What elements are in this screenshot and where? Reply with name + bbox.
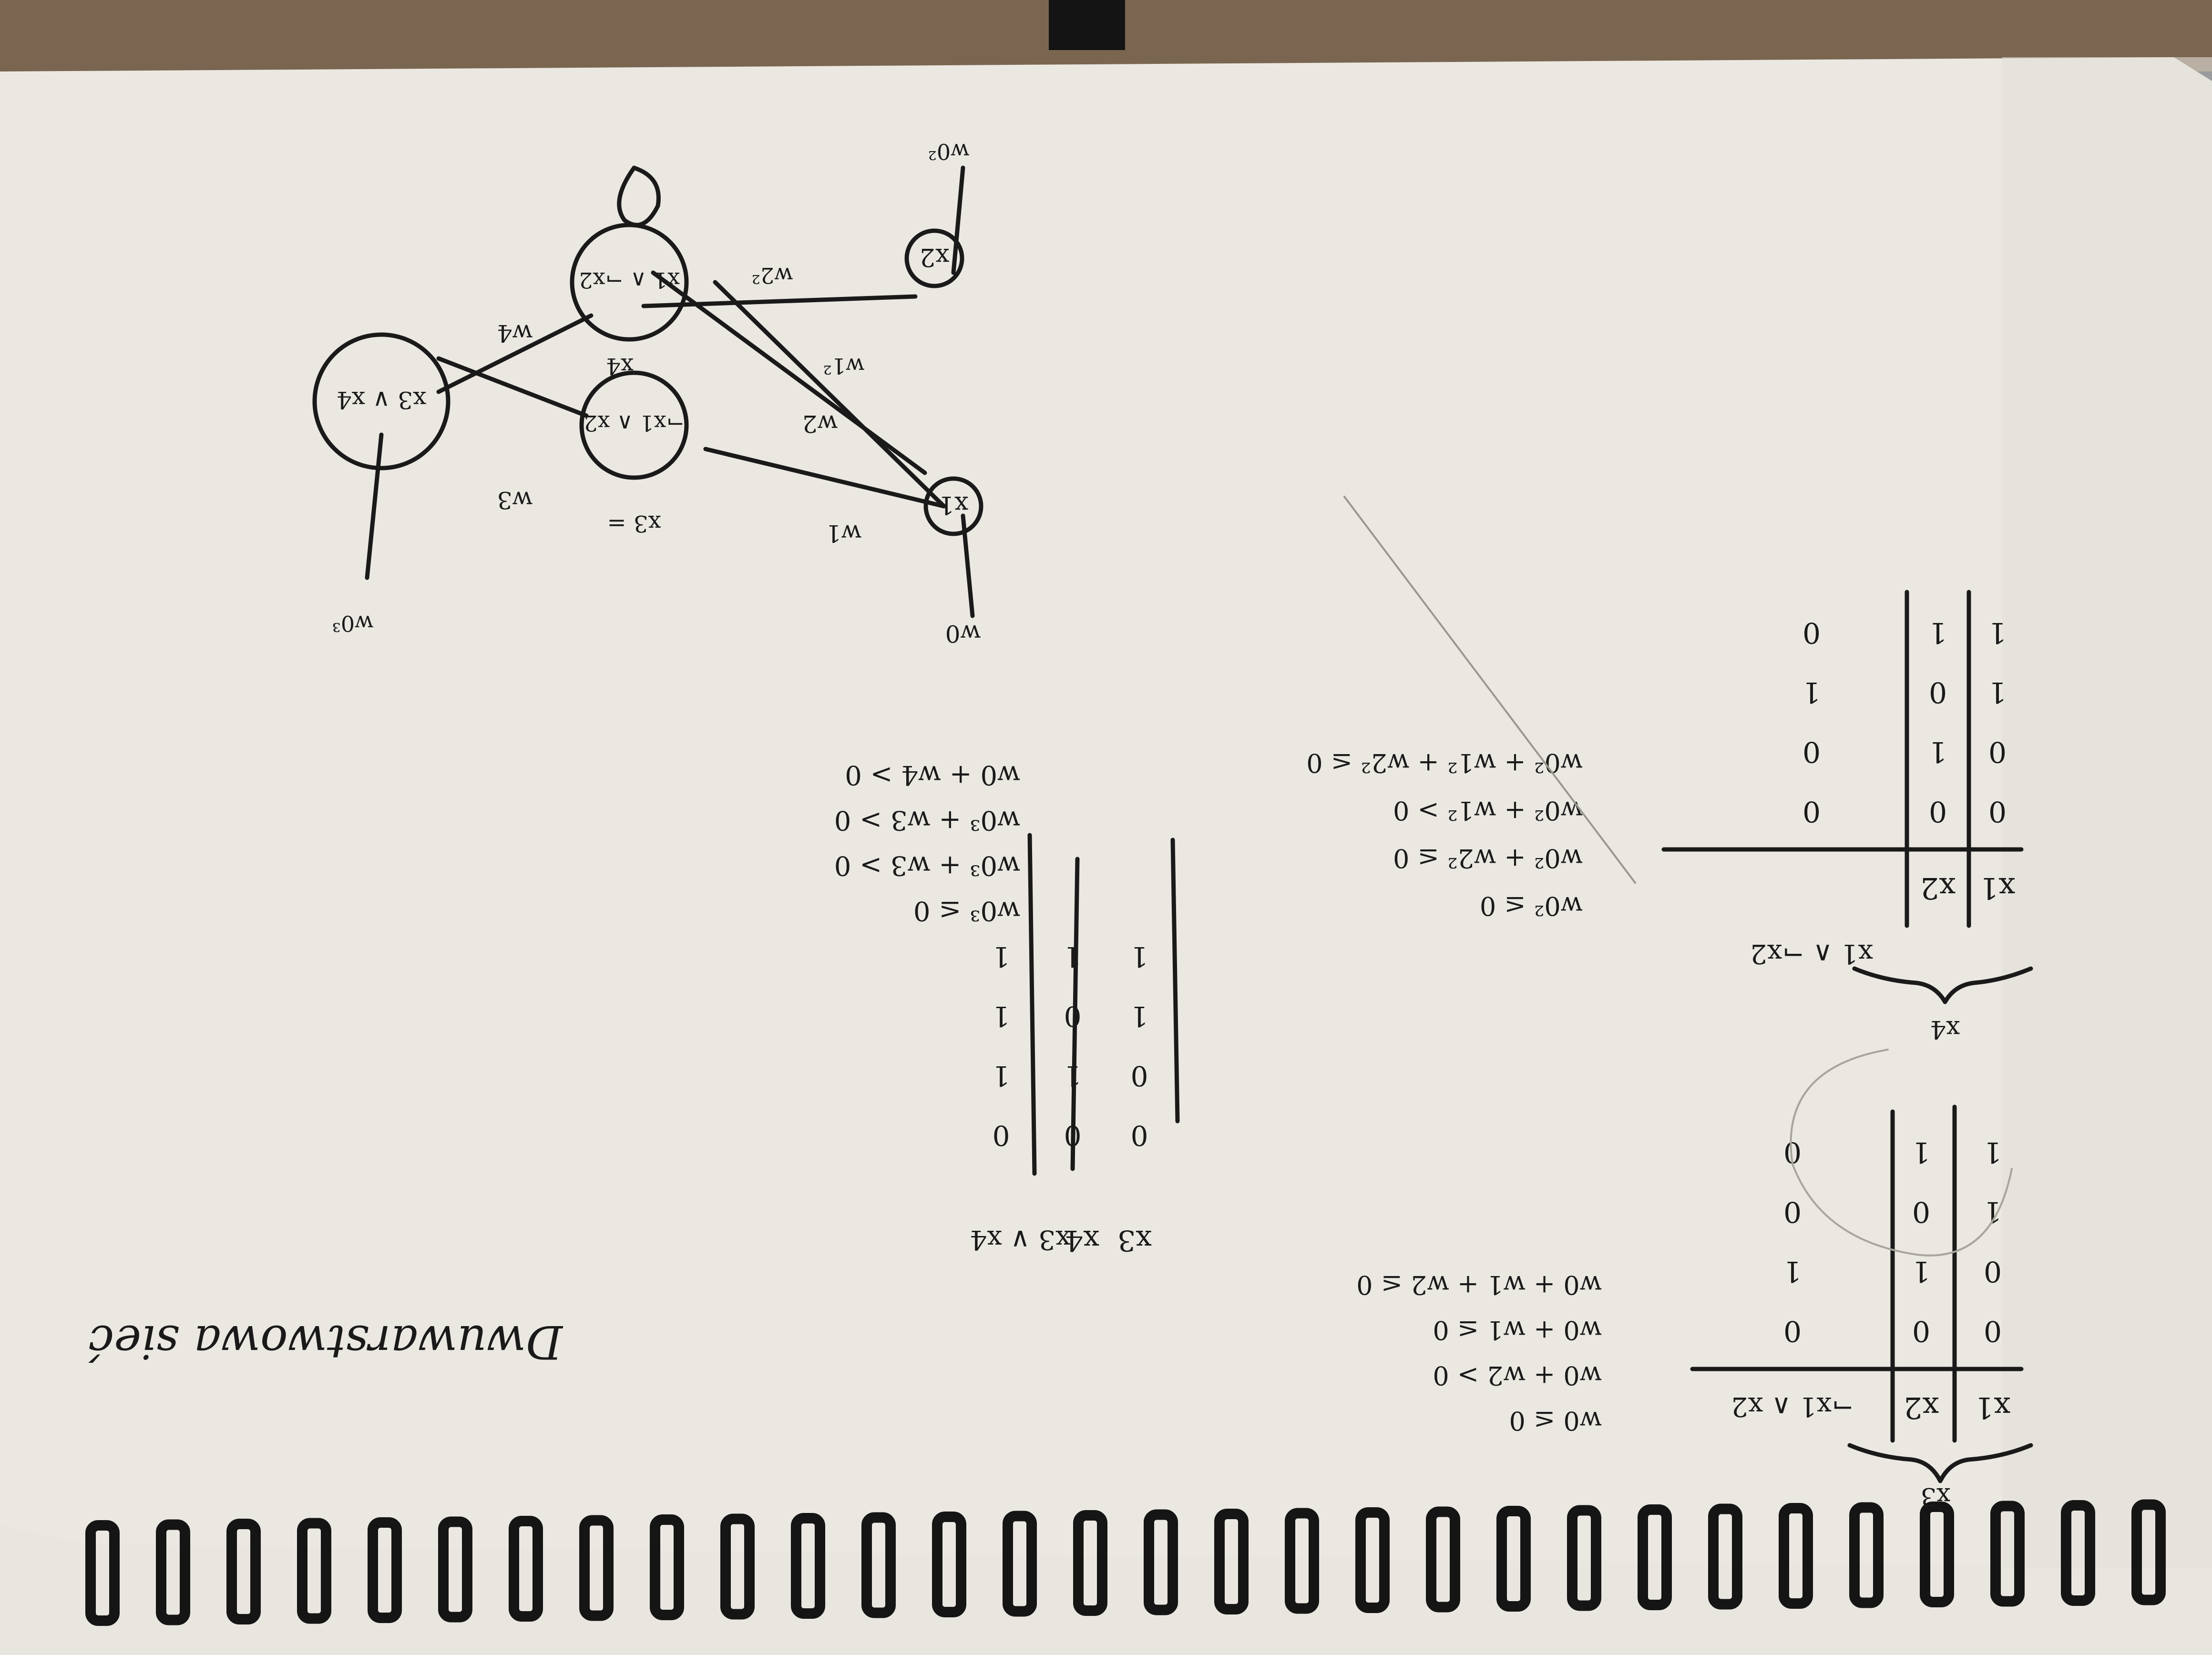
- table-x3-cell: 1: [1983, 1135, 2002, 1169]
- inequality-x3: w0 + w2 > 0: [1433, 1360, 1602, 1390]
- table-x3-cell: 0: [1983, 1255, 2002, 1288]
- table-or-cell: 1: [1064, 940, 1082, 973]
- table-x3-cell: 1: [1983, 1195, 2002, 1228]
- table-x4-cell: 1: [1928, 735, 1947, 768]
- node-n1-label: ¬x1 ∧ x2: [584, 410, 685, 436]
- table-or-cell: 0: [1064, 1119, 1082, 1152]
- table-x4-cell: 0: [1802, 735, 1821, 768]
- label-x3-eq: x3 =: [607, 510, 661, 537]
- table-x4-header-x1: x1: [1979, 871, 2016, 906]
- label-x4: x4: [606, 353, 634, 379]
- inequality-x3: w0 + w1 ≤ 0: [1433, 1315, 1602, 1345]
- table-x3-cell: 0: [1983, 1314, 2002, 1348]
- table-x4-cell: 0: [1928, 795, 1947, 828]
- table-x4-header-out: x1 ∧ ¬x2: [1750, 938, 1873, 969]
- table-or-cell: 0: [1130, 1119, 1148, 1152]
- bookmark-ribbon: [1049, 0, 1125, 50]
- table-x3-cell: 0: [1783, 1314, 1802, 1348]
- table-x4-cell: 0: [1988, 795, 2007, 828]
- weight-w0-sq: w0²: [928, 139, 970, 164]
- table-x4-cell: 1: [1928, 616, 1947, 649]
- inequality-or: w0³ + w3 > 0: [834, 850, 1020, 881]
- node-out-label: x3 ∨ x4: [336, 386, 427, 414]
- inequality-x4: w0² + w2² ≤ 0: [1393, 843, 1583, 873]
- table-x4-cell: 1: [1988, 616, 2007, 649]
- inequality-x3: w0 + w1 + w2 ≤ 0: [1356, 1270, 1602, 1300]
- table-x4-header-x2: x2: [1920, 871, 1956, 906]
- table-or-header-x3: x3: [1117, 1224, 1152, 1257]
- weight-w2: w2: [802, 410, 838, 438]
- node-x2-label: x2: [919, 243, 950, 271]
- table-x3-cell: 0: [1783, 1135, 1802, 1169]
- table-x3-cell: 1: [1783, 1255, 1802, 1288]
- inequality-x4: w0² + w1² > 0: [1393, 796, 1583, 826]
- table-x3-header-x2: x2: [1903, 1390, 1939, 1425]
- inequality-or: w0 + w4 > 0: [845, 759, 1020, 790]
- table-x4-cell: 0: [1988, 735, 2007, 768]
- table-or-cell: 1: [1130, 940, 1148, 973]
- inequality-x4: w0² + w1² + w2² ≤ 0: [1306, 748, 1583, 778]
- table-or-cell: 1: [992, 940, 1010, 973]
- weight-w0: w0: [945, 620, 981, 647]
- table-x3-cell: 1: [1912, 1135, 1931, 1169]
- weight-w0-cube: w0³: [332, 611, 374, 636]
- weight-w2-sq: w2²: [751, 263, 793, 288]
- weight-w1-sq: w1²: [823, 353, 865, 379]
- page-shade: [2002, 57, 2212, 1568]
- inequality-x4: w0² ≤ 0: [1479, 891, 1583, 921]
- table-x3-cell: 0: [1912, 1195, 1931, 1228]
- inequality-x3: w0 ≤ 0: [1509, 1406, 1602, 1436]
- table-or-cell: 1: [992, 1060, 1010, 1092]
- table-or-cell: 0: [1064, 1000, 1082, 1032]
- node-x1-label: x1: [938, 490, 969, 519]
- table-x3-cell: 0: [1912, 1314, 1931, 1348]
- page-title: Dwuwarstwowa sieć: [88, 1315, 563, 1369]
- table-or-cell: 1: [1064, 1060, 1082, 1092]
- table-x3-cell: 0: [1783, 1195, 1802, 1228]
- table-x4-cell: 1: [1802, 675, 1821, 709]
- weight-w3: w3: [497, 486, 533, 514]
- weight-w4: w4: [497, 319, 533, 347]
- table-or-cell: 1: [992, 1000, 1010, 1032]
- inequality-or: w0³ + w3 > 0: [834, 805, 1020, 836]
- table-x3-cell: 1: [1912, 1255, 1931, 1288]
- table-or-cell: 0: [1130, 1060, 1148, 1092]
- table-x4-cell: 0: [1928, 675, 1947, 709]
- table-x4-brace-label: x4: [1930, 1015, 1960, 1043]
- table-x4-cell: 1: [1988, 675, 2007, 709]
- table-x4-cell: 0: [1802, 616, 1821, 649]
- node-n2-label: x1 ∧ ¬x2: [579, 267, 680, 293]
- table-x3-header-out: ¬x1 ∧ x2: [1731, 1391, 1854, 1422]
- table-or-cell: 1: [1130, 1000, 1148, 1032]
- table-or-header-out: x3 ∨ x4: [970, 1224, 1071, 1255]
- table-x3-brace-label: x3: [1920, 1482, 1951, 1511]
- table-or-cell: 0: [992, 1119, 1010, 1152]
- inequality-or: w0³ ≤ 0: [913, 895, 1020, 926]
- table-x4-cell: 0: [1802, 795, 1821, 828]
- weight-w1: w1: [826, 520, 862, 547]
- table-x3-header-x1: x1: [1975, 1390, 2011, 1425]
- table-or-header-x4: x4: [1065, 1224, 1100, 1257]
